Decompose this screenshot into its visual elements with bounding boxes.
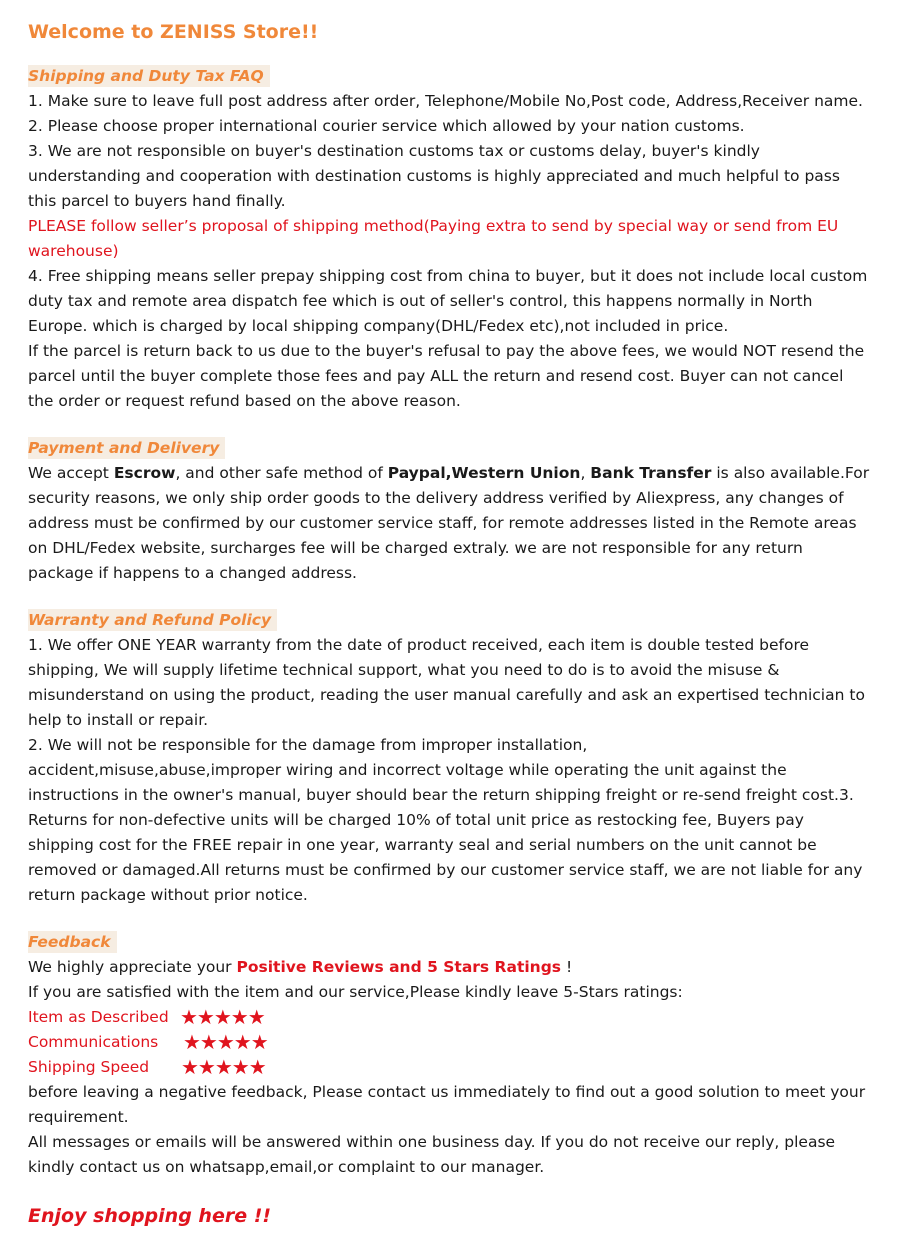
payment-bank-transfer: Bank Transfer — [590, 464, 712, 482]
feedback-response-time: All messages or emails will be answered within one business day. If you do not receive our reply, please kindly contact us on whatsapp,email,or complaint to our manager. — [28, 1133, 836, 1176]
feedback-heading: Feedback — [28, 931, 117, 953]
rating-item-as-described — [28, 1005, 872, 1030]
payment-methods: Paypal,Western Union — [387, 464, 581, 482]
feedback-section — [28, 930, 872, 1180]
shipping-point-3: 3. We are not responsible on buyer's destination customs tax or customs delay, buyer's kindly understanding and cooperation with destination customs is highly appreciated and much helpful to pass this parcel to buyers hand finally. — [28, 142, 840, 210]
payment-text — [28, 461, 872, 586]
shipping-point-1: 1. Make sure to leave full post address after order, Telephone/Mobile No,Post code, Address,Receiver name. — [28, 92, 863, 110]
five-star-icon: ★★★★★ — [180, 1005, 265, 1029]
shipping-section — [28, 64, 872, 414]
welcome-title: Welcome to ZENISS Store!! — [28, 21, 319, 43]
feedback-negative-note: before leaving a negative feedback, Please contact us immediately to find out a good solution to meet your requirement. — [28, 1083, 866, 1126]
closing-message: Enjoy shopping here !! — [28, 1205, 272, 1227]
warranty-point-2-intro: 2. We will not be responsible for the damage from improper installation, — [28, 736, 588, 754]
payment-heading: Payment and Delivery — [28, 437, 225, 459]
feedback-appreciation — [28, 955, 872, 980]
rating-communications — [28, 1030, 872, 1055]
five-star-icon: ★★★★★ — [181, 1055, 266, 1079]
rating-label: Communications — [28, 1033, 159, 1051]
payment-section — [28, 436, 872, 586]
warranty-point-1: 1. We offer ONE YEAR warranty from the date of product received, each item is double tested before shipping, We will supply lifetime technical support, what you need to do is to avoid the misuse & misunderstand on using the product, reading the user manual carefully and ask an expertised technician to help to install or repair. — [28, 636, 865, 729]
payment-text-3: , — [580, 464, 591, 482]
rating-label: Shipping Speed — [28, 1058, 150, 1076]
feedback-appreciation-c: ! — [561, 958, 573, 976]
payment-text-4: is also available.For security reasons, we only ship order goods to the delivery address verified by Aliexpress, any changes of address must be confirmed by our customer service staff, for remote addresses listed in the Remote areas on DHL/Fedex website, surcharges fee will be charged extraly. we are not responsible for any return package if happens to a changed address. — [28, 464, 870, 582]
rating-label: Item as Described — [28, 1008, 169, 1026]
shipping-point-2: 2. Please choose proper international courier service which allowed by your nation customs. — [28, 117, 745, 135]
payment-text-1: We accept — [28, 464, 114, 482]
warranty-section — [28, 608, 872, 908]
feedback-appreciation-a: We highly appreciate your — [28, 958, 237, 976]
rating-shipping-speed — [28, 1055, 872, 1080]
shipping-heading: Shipping and Duty Tax FAQ — [28, 65, 270, 87]
shipping-method-notice: PLEASE follow seller’s proposal of shipping method(Paying extra to send by special way or send from EU warehouse) — [28, 217, 839, 260]
payment-escrow: Escrow — [113, 464, 176, 482]
feedback-positive-reviews: Positive Reviews and 5 Stars Ratings — [236, 958, 562, 976]
warranty-point-2-details: accident,misuse,abuse,improper wiring and incorrect voltage while operating the unit against the instructions in the owner's manual, buyer should bear the return shipping freight or re-send freight cost.3. Returns for non-defective units will be charged 10% of total unit price as restocking fee, Buyers pay shipping cost for the FREE repair in one year, warranty seal and serial numbers on the unit cannot be removed or damaged.All returns must be confirmed by our customer service staff, we are not liable for any return package without prior notice. — [28, 761, 863, 904]
shipping-refusal-policy: If the parcel is return back to us due to the buyer's refusal to pay the above fees, we would NOT resend the parcel until the buyer complete those fees and pay ALL the return and resend cost. Buyer can not cancel the order or request refund based on the above reason. — [28, 342, 865, 410]
shipping-point-4: 4. Free shipping means seller prepay shipping cost from china to buyer, but it does not include local custom duty tax and remote area dispatch fee which is out of seller's control, this happens normally in North Europe. which is charged by local shipping company(DHL/Fedex etc),not included in price. — [28, 267, 868, 335]
payment-text-2: , and other safe method of — [175, 464, 388, 482]
warranty-heading: Warranty and Refund Policy — [28, 609, 277, 631]
five-star-icon: ★★★★★ — [183, 1030, 268, 1054]
feedback-request: If you are satisfied with the item and our service,Please kindly leave 5-Stars ratings: — [28, 983, 683, 1001]
